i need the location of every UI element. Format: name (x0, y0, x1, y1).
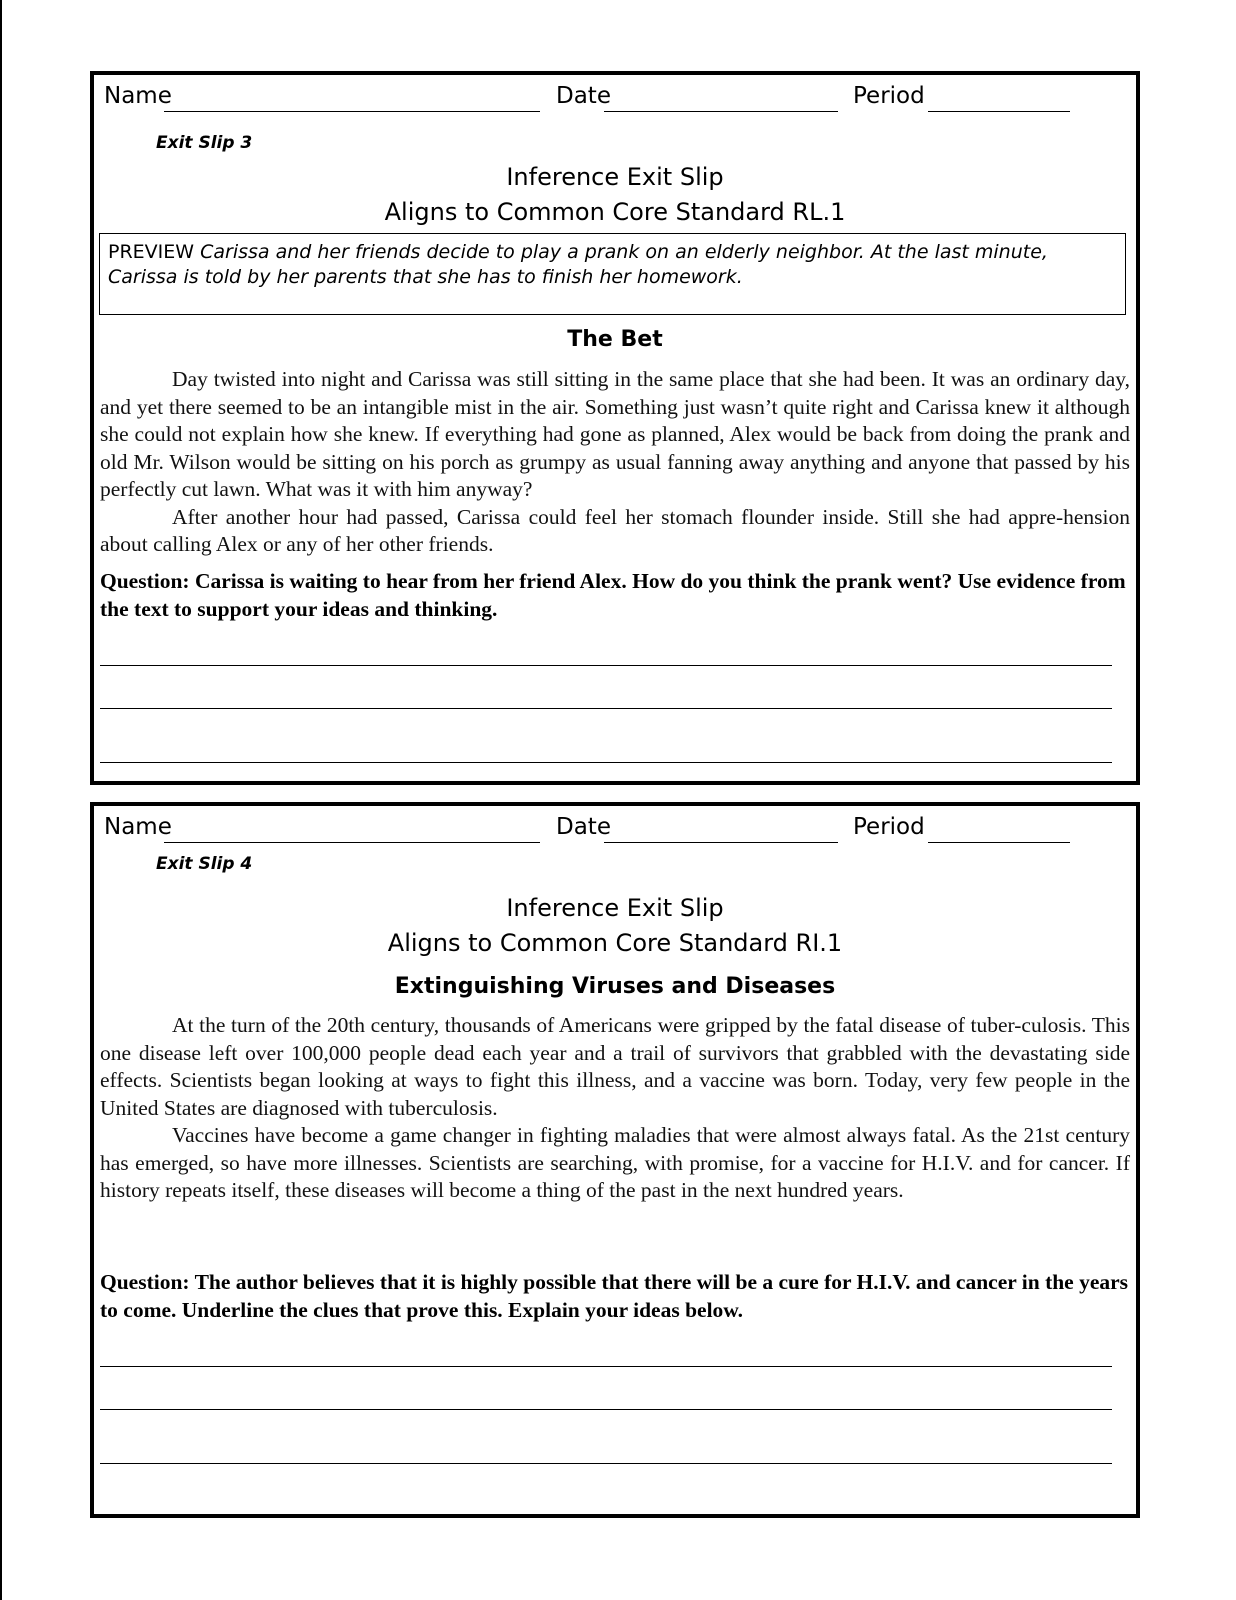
answer-line[interactable] (100, 1366, 1112, 1367)
article-body (100, 1012, 1130, 1205)
name-label: Name (104, 814, 172, 840)
period-field[interactable] (928, 111, 1070, 112)
preview-box (99, 233, 1126, 315)
period-field[interactable] (928, 842, 1070, 843)
name-field[interactable] (164, 111, 540, 112)
exit-slip-4 (90, 802, 1140, 1518)
date-field[interactable] (604, 111, 838, 112)
standard-label: Aligns to Common Core Standard RI.1 (387, 929, 843, 957)
answer-line[interactable] (100, 708, 1112, 709)
date-label: Date (556, 83, 611, 109)
answer-line[interactable] (100, 665, 1112, 666)
story-title: The Bet (567, 327, 663, 352)
answer-line[interactable] (100, 762, 1112, 763)
story-body (100, 366, 1130, 559)
story-title: Extinguishing Viruses and Diseases (394, 974, 836, 999)
question-prompt: Question: Carissa is waiting to hear from her friend Alex. How do you think the prank went? Use evidence from the text to support your ideas and thinking. (100, 569, 1126, 621)
period-label: Period (853, 814, 925, 840)
paragraph: Day twisted into night and Carissa was still sitting in the same place that she had been. It was an ordinary day, and yet there seemed to be an intangible mist in the air. Something just wasn’t quite right and Carissa knew it although she could not explain how she knew. If everything had gone as planned, Alex would be back from doing the prank and old Mr. Wilson would be sitting on his porch as grumpy as usual fanning away anything and anyone that passed by his perfectly cut lawn. What was it with him anyway? (100, 367, 1130, 501)
paragraph: After another hour had passed, Carissa could feel her stomach flounder inside. Still she had appre-hension about calling Alex or any of her other friends. (100, 504, 1130, 556)
exit-slip-3 (90, 71, 1140, 785)
slip-title: Inference Exit Slip (506, 163, 724, 191)
date-label: Date (556, 814, 611, 840)
preview-label: PREVIEW (108, 241, 195, 263)
standard-label: Aligns to Common Core Standard RL.1 (384, 198, 846, 226)
answer-line[interactable] (100, 1463, 1112, 1464)
exit-slip-number: Exit Slip 4 (156, 854, 253, 874)
question-prompt: Question: The author believes that it is highly possible that there will be a cure for H.I.V. and cancer in the years to come. Underline the clues that prove this. Explain your ideas below. (100, 1270, 1129, 1322)
name-label: Name (104, 83, 172, 109)
period-label: Period (853, 83, 925, 109)
preview-text: Carissa and her friends decide to play a prank on an elderly neighbor. At the last minute, Carissa is told by her parents that she has to finish her homework. (108, 241, 1048, 288)
name-field[interactable] (164, 842, 540, 843)
page-left-border (0, 0, 2, 1600)
exit-slip-number: Exit Slip 3 (156, 133, 253, 153)
slip-title: Inference Exit Slip (506, 894, 724, 922)
paragraph: Vaccines have become a game changer in fighting maladies that were almost always fatal. As the 21st century has emerged, so have more illnesses. Scientists are searching, with promise, for a vaccine for H.I.V. and for cancer. If history repeats itself, these diseases will become a thing of the past in the next hundred years. (100, 1123, 1130, 1202)
answer-line[interactable] (100, 1409, 1112, 1410)
date-field[interactable] (604, 842, 838, 843)
paragraph: At the turn of the 20th century, thousands of Americans were gripped by the fatal disease of tuber-culosis. This one disease left over 100,000 people dead each year and a trail of survivors that grabbled with the devastating side effects. Scientists began looking at ways to fight this illness, and a vaccine was born. Today, very few people in the United States are diagnosed with tuberculosis. (100, 1013, 1130, 1120)
